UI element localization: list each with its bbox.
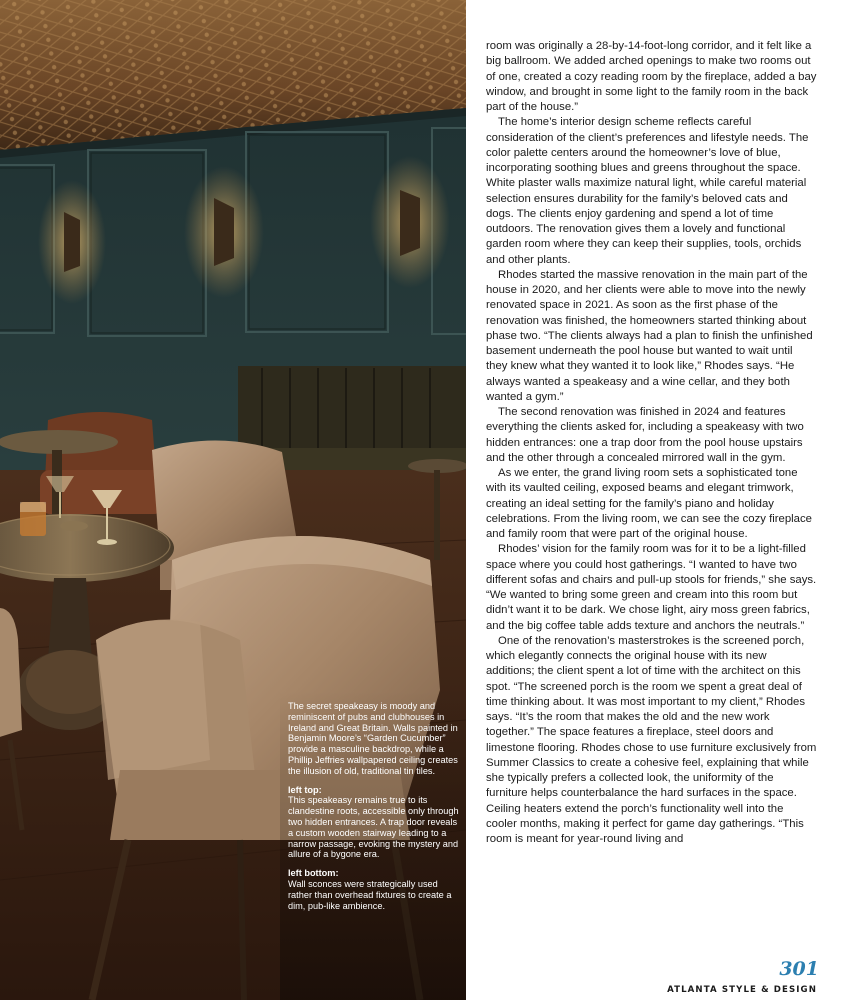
caption-left-bottom-text: Wall sconces were strategically used rather than overhead fixtures to create a dim, pub-like ambience. [288, 878, 452, 911]
caption-left-top [288, 785, 460, 861]
article-paragraph: The second renovation was finished in 2024 and features everything the clients asked for, including a speakeasy with two hidden entrances: one a trap door from the pool house upstairs and the other through a concealed mirrored wall in the gym. [486, 406, 804, 464]
article-body [486, 39, 817, 847]
article-paragraph: One of the renovation’s masterstrokes is the screened porch, which elegantly connects the original house with its new additions; the client spent a lot of time with the architect on this spot. “The screened porch is the room we spent a great deal of time thinking about. It was most important to my client,” Rhodes says. “It’s the room that makes the old and the new work together.” The space features a fireplace, steel doors and limestone flooring. Rhodes chose to use furniture exclusively from Summer Classics to create a cohesive feel, explaining that while she typically prefers a collected look, the uniformity of the furniture helps counterbalance the hard surfaces in the space. Ceiling heaters extend the porch’s functionality well into the cooler months, making it perfect for game day gatherings. “This room is meant for year-round living and [486, 634, 817, 845]
magazine-name: ATLANTA STYLE & DESIGN [667, 985, 817, 995]
caption-left-top-label: left top: [288, 784, 322, 795]
article-paragraph: As we enter, the grand living room sets a sophisticated tone with its vaulted ceiling, exposed beams and elegant trimwork, creating an ideal setting for the family’s piano and holiday celebrations. From the living room, we can see the cozy fireplace and family room that were part of the original house. [486, 467, 812, 540]
caption-left-bottom [288, 868, 460, 911]
article-paragraph: Rhodes’ vision for the family room was for it to be a light-filled space where you could host gatherings. “I wanted to have two different sofas and chairs and pull-up stools for friends,” she says. “We wanted to bring some green and cream into this room but didn’t want it to be dark. We chose light, airy moss green fabrics, and the big coffee table adds texture and anchors the neutrals.” [486, 543, 817, 632]
page-number: 301 [779, 958, 819, 980]
article-paragraph: room was originally a 28-by-14-foot-long corridor, and it felt like a big ballroom. We added arched openings to make two rooms out of one, created a cozy reading room by the fireplace, added a bay window, and brought in some light to the family room in the back part of the house.” [486, 40, 817, 113]
caption-main: The secret speakeasy is moody and reminiscent of pubs and clubhouses in Ireland and Great Britain. Walls painted in Benjamin Moore’s “Garden Cucumber” provide a masculine backdrop, while a Phillip Jeffries wallpapered ceiling creates the illusion of old, traditional tin tiles. [288, 701, 458, 776]
caption-left-top-text: This speakeasy remains true to its clandestine roots, accessible only through two hidden entrances. A trap door reveals a custom wooden stairway leading to a narrow passage, evoking the mystery and allure of a bygone era. [288, 795, 459, 860]
article-paragraph: Rhodes started the massive renovation in the main part of the house in 2020, and her clients were able to move into the newly renovated space in 2021. As soon as the first phase of the renovation was finished, the homeowners started thinking about phase two. “The clients always had a plan to finish the unfinished basement underneath the pool house but wanted to wait until they knew what they wanted it to look like,” Rhodes says. “He always wanted a speakeasy and a wine cellar, and they both wanted a gym.” [486, 268, 813, 403]
article-paragraph: The home’s interior design scheme reflects careful consideration of the client’s preferences and lifestyle needs. The color palette centers around the homeowner’s love of blue, incorporating soothing blues and greens throughout the space. White plaster walls maximize natural light, while careful material selection ensures durability for the family’s beloved cats and dogs. The clients enjoy gardening and spend a lot of time outdoors. The renovation gives them a lovely and functional garden room where they can keep their supplies, tools, orchids and other plants. [486, 116, 809, 266]
photo-captions [288, 701, 460, 919]
caption-left-bottom-label: left bottom: [288, 868, 339, 879]
